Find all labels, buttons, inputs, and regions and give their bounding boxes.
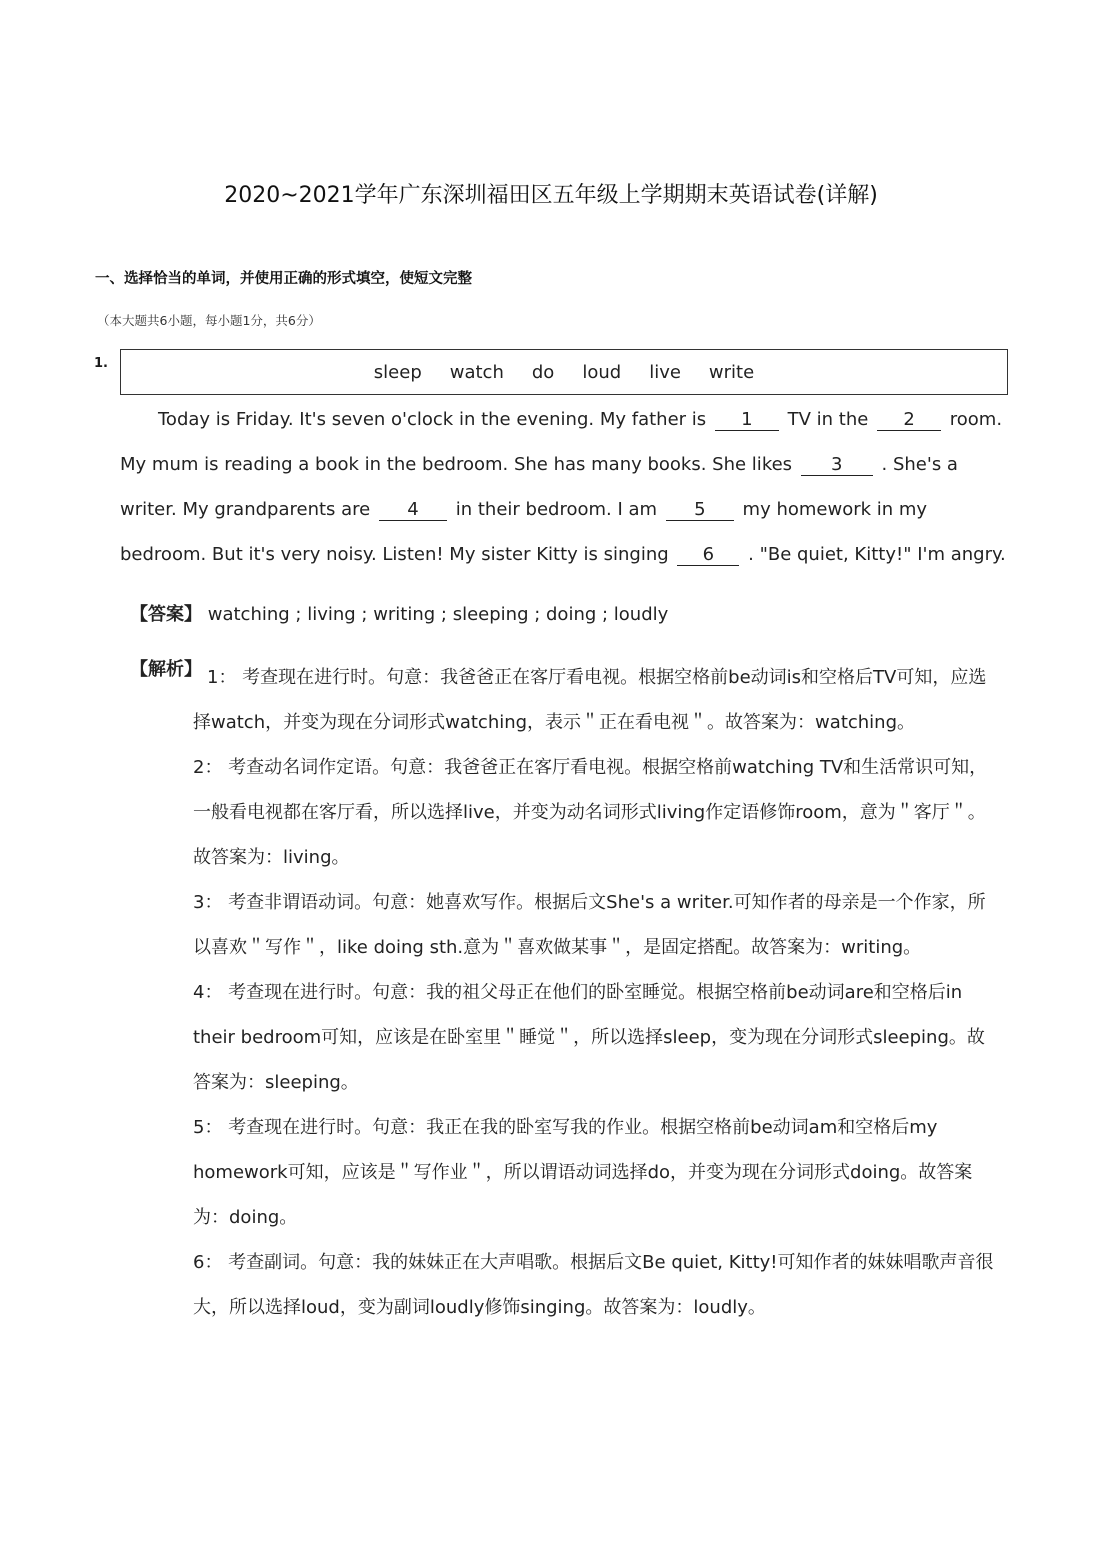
answer-label: 【答案】 [130,604,202,625]
passage [120,397,1012,577]
analysis-item-1: 1： 考查现在进行时。句意：我爸爸正在客厅看电视。根据空格前be动词is和空格后TV可知，应选择watch，并变为现在分词形式watching，表示＂正在看电视＂。故答案为：watching。 [193,667,987,733]
answer-line [130,600,668,626]
blank-4: 4 [379,500,447,521]
section-note: （本大题共6小题，每小题1分，共6分） [97,313,321,328]
blank-6: 6 [677,545,739,566]
passage-text: . She's a writer. My grandparents are [120,454,958,520]
analysis-item-3: 3： 考查非谓语动词。句意：她喜欢写作。根据后文She's a writer.可知作者的母亲是一个作家，所以喜欢＂写作＂，like doing sth.意为＂喜欢做某事＂，是固定搭配。故答案为：writing。 [193,892,986,958]
blank-5: 5 [666,500,734,521]
passage-text: in their bedroom. I am [455,499,658,520]
blank-1: 1 [715,410,779,431]
analysis-item-5: 5： 考查现在进行时。句意：我正在我的卧室写我的作业。根据空格前be动词am和空格后my homework可知，应该是＂写作业＂，所以谓语动词选择do，并变为现在分词形式doing。故答案为：doing。 [193,1117,973,1228]
word-bank-box [120,349,1008,395]
word-bank-item: loud [582,361,622,383]
word-bank-item: do [531,361,555,383]
passage-text: Today is Friday. It's seven o'clock in the evening. My father is [158,409,707,430]
answer-text: watching ; living ; writing ; sleeping ; doing ; loudly [207,604,669,625]
word-bank-item: live [649,361,681,383]
analysis-body [193,667,998,1330]
document-title: 2020~2021学年广东深圳福田区五年级上学期期末英语试卷(详解) [224,183,878,208]
section-heading: 一、选择恰当的单词，并使用正确的形式填空，使短文完整 [95,271,472,287]
analysis-item-4: 4： 考查现在进行时。句意：我的祖父母正在他们的卧室睡觉。根据空格前be动词are和空格后in their bedroom可知，应该是在卧室里＂睡觉＂，所以选择sleep，变为现在分词形式sleeping。故答案为：sleeping。 [193,982,985,1093]
passage-text: TV in the [787,409,869,430]
word-bank-item: write [708,361,755,383]
analysis-item-2: 2： 考查动名词作定语。句意：我爸爸正在客厅看电视。根据空格前watching TV和生活常识可知，一般看电视都在客厅看，所以选择live，并变为动名词形式living作定语修饰room，意为＂客厅＂。故答案为：living。 [193,757,988,868]
passage-text: room. My mum is reading a book in the bedroom. She has many books. She likes [120,409,1003,475]
passage-text: . "Be quiet, Kitty!" I'm angry. [748,544,1006,565]
question-number: 1. [94,356,108,371]
analysis-label: 【解析】 [130,659,202,680]
blank-2: 2 [877,410,941,431]
blank-3: 3 [801,455,873,476]
word-bank-item: sleep [373,361,422,383]
analysis-item-6: 6： 考查副词。句意：我的妹妹正在大声唱歌。根据后文Be quiet, Kitty!可知作者的妹妹唱歌声音很大，所以选择loud，变为副词loudly修饰singing。故答案为：loudly。 [193,1252,994,1318]
passage-text: my homework in my bedroom. But it's very noisy. Listen! My sister Kitty is singing [120,499,928,565]
word-bank-item: watch [449,361,504,383]
